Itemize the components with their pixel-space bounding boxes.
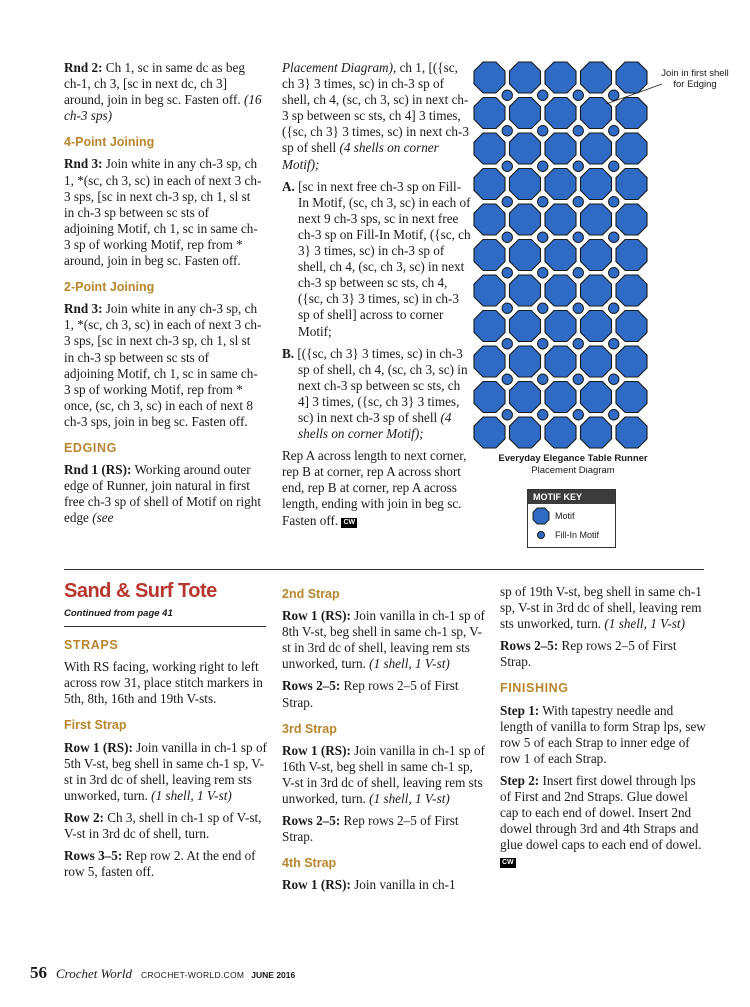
cont-text: sp of 19th V-st, beg shell in same ch-1 sp, V-st in 3rd dc of shell, leaving rem sts unworked, turn. (500, 584, 702, 632)
diagram-subtitle: Placement Diagram (531, 465, 615, 476)
motif-octagon (616, 275, 647, 306)
rnd2-count: (16 ch-3 sps) (64, 92, 262, 124)
motif-octagon (545, 346, 576, 377)
repeat-paragraph (282, 448, 472, 528)
step1-paragraph (500, 703, 706, 767)
fill-in-motif (538, 126, 548, 136)
key-fill-label: Fill-In Motif (555, 530, 600, 540)
key-motif-label: Motif (555, 511, 575, 521)
fill-in-motif (502, 268, 512, 278)
rnd2-paragraph (64, 60, 262, 124)
motif-octagon (581, 133, 612, 164)
motif-octagon (510, 382, 541, 413)
key-row-fill (528, 528, 615, 542)
intro-italic: Placement Diagram), (282, 60, 397, 75)
first-rows35-paragraph (64, 848, 270, 880)
article-title: Sand & Surf Tote (64, 580, 217, 602)
rnd3-label: Rnd 3: (64, 301, 103, 317)
fill-in-motif (573, 232, 583, 242)
motif-octagon (474, 240, 505, 271)
motif-octagon (510, 346, 541, 377)
motif-octagon (510, 417, 541, 448)
motif-octagon (616, 311, 647, 342)
motif-octagon (474, 417, 505, 448)
continued-note: Continued from page 41 (64, 608, 173, 619)
motif-key-title: MOTIF KEY (528, 490, 615, 504)
fill-in-motif (538, 161, 548, 171)
step2-paragraph (500, 773, 706, 870)
step-a-label: A. (282, 178, 295, 194)
fill-in-motif (502, 161, 512, 171)
rnd2-label: Rnd 2: (64, 60, 103, 75)
fill-in-motif (502, 303, 512, 313)
diagram-title: Everyday Elegance Table Runner (498, 453, 648, 464)
heading-3rd-strap: 3rd Strap (282, 721, 337, 736)
motif-octagon (616, 240, 647, 271)
motif-octagon (581, 204, 612, 235)
fill-in-motif (609, 410, 619, 420)
rows25-label: Rows 2–5: (282, 813, 341, 829)
diagram-join-note: Join in first shell for Edging (661, 68, 729, 90)
motif-octagon (510, 133, 541, 164)
rnd3-text: Join white in any ch-3 sp, ch 1, *(sc, ch 3, sc) in each of next 3 ch-3 sps, [sc in next ch-3 sp, ch 1, sl st in ch-3 sp between sc sts of adjoining Motif, ch 1, sc in same ch-3 sp of working Motif, rep from * around, join in beg sc. Fasten off. (64, 156, 262, 269)
cont-count: (1 shell, 1 V-st) (604, 616, 685, 632)
fill-in-motif (538, 410, 548, 420)
fill-in-motif (573, 268, 583, 278)
first-row1-paragraph (64, 740, 270, 804)
motif-octagon (545, 382, 576, 413)
fourth-row1-continued (500, 584, 706, 632)
bottom-column-3 (500, 584, 706, 876)
rows35-text: Rep row 2. At the end of row 5, fasten off. (64, 848, 256, 880)
second-row1-paragraph (282, 608, 486, 672)
fill-in-motif (609, 374, 619, 384)
fill-in-motif (538, 197, 548, 207)
title-underline (64, 626, 266, 627)
top-column-1 (64, 60, 262, 532)
rnd1-edging-paragraph (64, 462, 262, 526)
row1-count: (1 shell, 1 V-st) (369, 791, 450, 807)
fill-in-motif (502, 126, 512, 136)
repeat-text: Rep A across length to next corner, rep B at corner, rep A across short end, rep B at corner, rep A across length, ending with join in beg sc. Fasten off. (282, 448, 467, 528)
fill-in-motif (538, 90, 548, 100)
rows25-text: Rep rows 2–5 of First Strap. (500, 638, 677, 670)
fill-in-motif (538, 339, 548, 349)
fill-in-motif (609, 303, 619, 313)
motif-octagon (474, 169, 505, 200)
fill-in-motif (609, 339, 619, 349)
third-rows25-paragraph (282, 813, 486, 845)
motif-octagon (581, 311, 612, 342)
fill-in-motif (573, 126, 583, 136)
motif-octagon (616, 133, 647, 164)
fill-in-motif (502, 410, 512, 420)
motif-octagon (510, 169, 541, 200)
motif-octagon (545, 275, 576, 306)
rnd1-text: Working around outer edge of Runner, join natural in first free ch-3 sp of shell of Motif on right edge (64, 462, 262, 526)
fill-in-motif (502, 374, 512, 384)
motif-octagon (474, 133, 505, 164)
section-divider (64, 569, 704, 570)
motif-octagon (545, 417, 576, 448)
motif-octagon (474, 346, 505, 377)
row1-label: Row 1 (RS): (282, 877, 351, 893)
motif-octagon (616, 169, 647, 200)
rnd3-text: Join white in any ch-3 sp, ch 1, *(sc, ch 3, sc) in each of next 3 ch-3 sps, [sc in next ch-3 sp, ch 1, sl st in ch-3 sp between sc sts of adjoining Motif, ch 1, sc in same ch-3 sp of working Motif, rep from * once, (sc, ch 3, sc) in each of next 8 ch-3 sps, join in beg sc. Fasten off. (64, 301, 262, 429)
issue-date: JUNE 2016 (251, 970, 296, 980)
fill-in-motif (573, 90, 583, 100)
rows25-label: Rows 2–5: (282, 678, 341, 694)
row2-text: Ch 3, shell in ch-1 sp of V-st, V-st in 3rd dc of shell, turn. (64, 809, 262, 842)
motif-octagon (474, 311, 505, 342)
motif-octagon (581, 240, 612, 271)
heading-straps: STRAPS (64, 638, 119, 653)
website: CROCHET-WORLD.COM (140, 970, 245, 980)
fill-in-motif (609, 268, 619, 278)
fill-in-motif (573, 197, 583, 207)
fill-in-motif (538, 232, 548, 242)
heading-edging: EDGING (64, 440, 117, 455)
motif-octagon-icon (532, 507, 550, 525)
row1-label: Row 1 (RS): (64, 739, 133, 755)
fill-in-motif (609, 126, 619, 136)
heading-4-point-joining: 4-Point Joining (64, 135, 155, 150)
motif-octagon (545, 240, 576, 271)
row2-label: Row 2: (64, 809, 104, 825)
heading-2-point-joining: 2-Point Joining (64, 280, 155, 295)
motif-octagon (581, 346, 612, 377)
motif-octagon (616, 204, 647, 235)
row1-text: Join vanilla in ch-1 sp of 16th V-st, beg shell in same ch-1 sp, V-st in 3rd dc of shell, leaving rem sts unworked, turn. (282, 742, 485, 807)
motif-octagon (510, 98, 541, 129)
motif-octagon (510, 204, 541, 235)
motif-octagon (545, 133, 576, 164)
fill-in-motif (573, 374, 583, 384)
motif-octagon (545, 169, 576, 200)
motif-octagon (616, 346, 647, 377)
fill-in-motif (609, 232, 619, 242)
motif-octagon (581, 275, 612, 306)
motif-key (527, 489, 616, 548)
row1-text: Join vanilla in ch-1 sp of 5th V-st, beg shell in same ch-1 sp, V-st in 3rd dc of shell, leaving rem sts unworked, turn. (64, 739, 267, 803)
motif-octagon (616, 382, 647, 413)
heading-finishing: FINISHING (500, 681, 569, 696)
rnd3-label: Rnd 3: (64, 156, 103, 172)
motif-octagon (510, 240, 541, 271)
fill-in-motif (538, 268, 548, 278)
first-row2-paragraph (64, 810, 270, 842)
fill-in-motif (573, 339, 583, 349)
fill-in-motif (609, 161, 619, 171)
motif-octagon (545, 311, 576, 342)
row1-text: Join vanilla in ch-1 sp of 8th V-st, beg shell in same ch-1 sp, V-st in 3rd dc of shell, leaving rem sts unworked, turn. (282, 608, 485, 672)
cw-logo-icon: CW (343, 518, 356, 526)
fill-in-motif (609, 197, 619, 207)
edging-intro-paragraph (282, 60, 472, 173)
motif-octagon (545, 62, 576, 93)
motif-octagon (474, 62, 505, 93)
fill-in-motif-icon (532, 528, 550, 542)
intro-text: ch 1, [({sc, ch 3} 3 times, sc) in ch-3 sp of shell, ch 4, (sc, ch 3, sc) in next ch-3 sp between sc sts, ch 4] 3 times, ({sc, ch 3} 3 times, sc) in next ch-3 sp of shell (282, 60, 469, 156)
motif-octagon (474, 275, 505, 306)
bottom-column-2 (282, 576, 486, 900)
diagram-pointer-line (600, 80, 670, 110)
rows25-text: Rep rows 2–5 of First Strap. (282, 813, 459, 845)
diagram-caption (478, 453, 668, 477)
page-footer (30, 963, 295, 983)
step2-text: Insert first dowel through lps of First and 2nd Straps. Glue dowel cap to each end of dowel. Insert 2nd dowel through 3rd and 4th Straps and glue dowel caps to each end of dowel. (500, 772, 702, 853)
motif-octagon (510, 311, 541, 342)
step-b-count: (4 shells on corner Motif); (298, 409, 452, 442)
step-b-text: [({sc, ch 3} 3 times, sc) in ch-3 sp of shell, ch 4, (sc, ch 3, sc) in next ch-3 sp between sc sts, ch 4] 3 times, ({sc, ch 3} 3 times, sc) in next ch-3 sp of shell (294, 345, 468, 425)
motif-octagon (581, 382, 612, 413)
page-number: 56 (30, 963, 47, 982)
magazine-name: Crochet World (56, 966, 132, 981)
heading-4th-strap: 4th Strap (282, 856, 337, 871)
rows25-text: Rep rows 2–5 of First Strap. (282, 678, 459, 710)
fill-in-motif (502, 197, 512, 207)
fill-in-motif (538, 374, 548, 384)
rnd1-italic: (see (92, 510, 114, 526)
fill-in-motif (502, 232, 512, 242)
motif-octagon (510, 62, 541, 93)
second-rows25-paragraph (282, 678, 486, 710)
step1-text: With tapestry needle and length of vanilla to form Strap lps, sew row 5 of each Strap to inner edge of row 1 of each Strap. (500, 702, 706, 766)
step-a-paragraph (282, 179, 472, 340)
step-a-text: [sc in next free ch-3 sp on Fill-In Motif, (sc, ch 3, sc) in each of next 9 ch-3 sps, sc in next free ch-3 sp on Fill-In Motif, ({sc, ch 3} 3 times, sc) in ch-3 sp of shell, ch 4, (sc, ch 3, sc) in next ch-3 sp between sc sts, ch 4, ({sc, ch 3} 3 times, sc) in ch-3 sp of shell] across to corner Motif; (294, 178, 471, 339)
row1-count: (1 shell, 1 V-st) (151, 787, 232, 803)
rnd2-text: Ch 1, sc in same dc as beg ch-1, ch 3, [sc in next dc, ch 3] around, join in beg sc. Fasten off. (64, 60, 245, 108)
fourth-rows25-paragraph (500, 638, 706, 670)
third-row1-paragraph (282, 743, 486, 807)
bottom-column-1 (64, 580, 270, 886)
rows25-label: Rows 2–5: (500, 638, 559, 654)
motif-octagon (510, 275, 541, 306)
fill-in-motif (502, 90, 512, 100)
fill-in-motif (573, 410, 583, 420)
top-column-2 (282, 60, 472, 535)
motif-octagon (474, 204, 505, 235)
fill-in-motif (573, 161, 583, 171)
motif-octagon (545, 98, 576, 129)
fill-in-motif (538, 303, 548, 313)
rnd3-4point-paragraph (64, 156, 262, 269)
rnd3-2point-paragraph (64, 301, 262, 430)
motif-octagon (616, 417, 647, 448)
row1-text: Join vanilla in ch-1 (350, 877, 456, 893)
heading-2nd-strap: 2nd Strap (282, 587, 340, 601)
intro-count: (4 shells on corner Motif); (282, 140, 439, 172)
placement-diagram (470, 60, 650, 452)
motif-octagon (474, 382, 505, 413)
row1-count: (1 shell, 1 V-st) (369, 656, 450, 672)
cw-logo-icon: CW (502, 859, 514, 867)
step2-label: Step 2: (500, 772, 540, 788)
motif-octagon (581, 169, 612, 200)
straps-paragraph: With RS facing, working right to left across row 31, place stitch markers in 5th, 8th, 16th and 19th V-sts. (64, 659, 263, 707)
row1-label: Row 1 (RS): (282, 608, 351, 624)
row1-label: Row 1 (RS): (282, 742, 351, 758)
step1-label: Step 1: (500, 702, 540, 718)
motif-octagon (474, 98, 505, 129)
motif-octagon (545, 204, 576, 235)
step-b-label: B. (282, 345, 295, 361)
key-row-motif (528, 507, 615, 525)
fill-in-motif (573, 303, 583, 313)
rnd1-label: Rnd 1 (RS): (64, 462, 132, 478)
heading-first-strap: First Strap (64, 718, 127, 733)
step-b-paragraph (282, 346, 472, 443)
motif-octagon (581, 417, 612, 448)
fill-in-motif (502, 339, 512, 349)
fourth-row1-paragraph (282, 877, 486, 893)
rows35-label: Rows 3–5: (64, 848, 123, 864)
